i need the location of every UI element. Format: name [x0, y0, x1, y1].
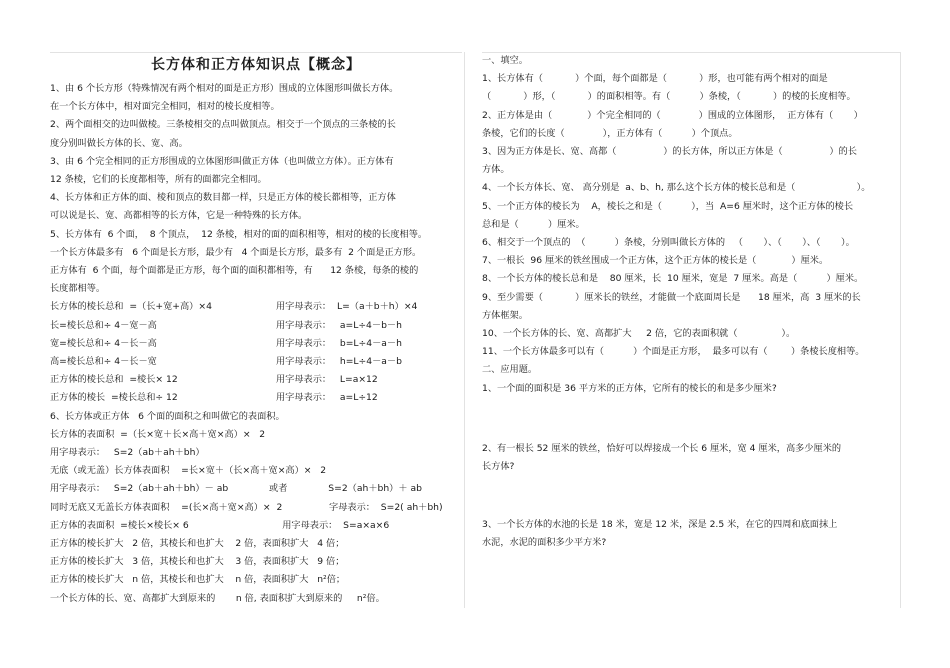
surface-area-line: 同时无底又无盖长方体表面积 =(长×高＋宽×高）× 2 字母表示： S=2( ah＋bh): [50, 501, 443, 513]
fill-question-line: 条棱，它们的长度（ ），正方体有（ ）个顶点。: [482, 127, 738, 139]
concept-paragraphs: [50, 80, 462, 298]
formula-text: 高=棱长总和÷ 4－长－宽: [50, 356, 157, 367]
section-application-heading: 二、应用题。: [482, 364, 538, 376]
question-3-line-1: 3、一个长方体的水池的长是 18 米，宽是 12 米，深是 2.5 米，在它的四周和底面抹上: [482, 519, 838, 531]
surface-area-line: 6、长方体或正方体 6 个面的面积之和叫做它的表面积。: [50, 410, 285, 422]
surface-area-line: 长方体的表面积 =（长×宽＋长×高＋宽×高）× 2: [50, 428, 266, 440]
fill-question-line: 方体框架。: [482, 309, 528, 321]
formula-row: [50, 317, 462, 335]
formula-letter-form: 用字母表示： a=L÷12: [276, 392, 378, 404]
section-fill-heading: 一、填空。: [482, 55, 528, 66]
answer-space-1: [482, 398, 902, 440]
concept-line: 3、由 6 个完全相同的正方形围成的立体图形叫做正方体（也叫做立方体）。正方体有: [50, 155, 394, 167]
surface-area-line: 正方体的棱长扩大 n 倍，其棱长和也扩大 n 倍，表面积扩大 n²倍；: [50, 574, 346, 586]
concept-line: 在一个长方体中，相对面完全相同，相对的棱长度相等。: [50, 101, 280, 113]
concept-line: 正方体有 6 个面，每个面都是正方形，每个面的面积都相等，有 12 条棱，每条的棱的: [50, 265, 419, 277]
formula-row: [50, 371, 462, 389]
fill-question-line: 6、相交于一个顶点的 （ ）条棱，分别叫做长方体的 （ ）、（ ）、（ ）。: [482, 237, 855, 249]
surface-area-line: 一个长方体的长、宽、高都扩大到原来的 n 倍, 表面积扩大到原来的 n²倍。: [50, 592, 385, 604]
fill-question-line: 8、一个长方体的棱长总和是 80 厘米，长 10 厘米，宽是 7 厘米。高是（ ）厘米。: [482, 273, 864, 285]
formula-text: 正方体的棱长 =棱长总和÷ 12: [50, 392, 178, 404]
knowledge-column: [50, 52, 462, 608]
concept-line: 度分别叫做长方体的长、宽、高。: [50, 137, 188, 149]
formula-text: 正方体的棱长总和 =棱长× 12: [50, 374, 178, 386]
question-1: 1、一个面的面积是 36 平方米的正方体，它所有的棱长的和是多少厘米?: [482, 382, 777, 394]
concept-line: 长度都相等。: [50, 283, 106, 295]
formula-table: [50, 298, 462, 407]
page-title: 长方体和正方体知识点【概念】: [151, 57, 361, 73]
fill-question-line: 总和是（ ）厘米。: [482, 218, 585, 230]
fill-question-line: 5、一个正方体的棱长为 A，棱长之和是（ ），当 A=6 厘米时，这个正方体的棱长: [482, 200, 854, 212]
fill-question-line: 3、因为正方体是长、宽、高都（ ）的长方体，所以正方体是（ ）的长: [482, 146, 857, 158]
surface-area-line: 正方体的棱长扩大 2 倍，其棱长和也扩大 2 倍，表面积扩大 4 倍；: [50, 537, 345, 549]
formula-text: 长方体的棱长总和 =（长+宽+高）×4: [50, 301, 212, 313]
concept-line: 2、两个面相交的边叫做棱。三条棱相交的点叫做顶点。相交于一个顶点的三条棱的长: [50, 119, 396, 131]
question-2-line-1: 2、有一根长 52 厘米的铁丝，恰好可以焊接成一个长 6 厘米，宽 4 厘米，高多少厘米的: [482, 442, 842, 454]
fill-question-line: 4、一个长方体长、宽、 高分别是 a、b、h, 那么这个长方体的棱长总和是（ ）。: [482, 182, 871, 194]
fill-question-line: 10、一个长方体的长、宽、高都扩大 2 倍，它的表面积就（ ）。: [482, 328, 796, 340]
surface-area-line: 用字母表示： S=2（ab＋ah＋bh）: [50, 446, 205, 458]
formula-row: [50, 298, 462, 316]
surface-area-line: 用字母表示： S=2（ab＋ah＋bh）－ ab 或者 S=2（ah＋bh）＋ ab: [50, 483, 422, 495]
surface-area-line: 正方体的表面积 =棱长×棱长× 6 用字母表示： S=a×a×6: [50, 519, 390, 531]
fill-question-line: 1、长方体有（ ）个面，每个面都是（ ）形，也可能有两个相对的面是: [482, 73, 828, 85]
fill-in-questions: [482, 70, 902, 361]
concept-line: 1、由 6 个长方形（特殊情况有两个相对的面是正方形）围成的立体图形叫做长方体。: [50, 83, 399, 94]
formula-letter-form: 用字母表示： L=（a＋b＋h）×4: [276, 301, 418, 313]
column-divider: [464, 52, 465, 608]
concept-line: 12 条棱，它们的长度都相等，所有的面都完全相同。: [50, 174, 267, 186]
question-2-line-2: 长方体?: [482, 461, 515, 473]
formula-letter-form: 用字母表示： L=a×12: [276, 374, 378, 386]
fill-question-line: 7、一根长 96 厘米的铁丝围成一个正方体，这个正方体的棱长是（ ）厘米。: [482, 255, 829, 267]
surface-area-paragraphs: [50, 408, 462, 608]
concept-line: 4、长方体和正方体的面、棱和顶点的数目都一样，只是正方体的棱长都相等，正方体: [50, 192, 396, 204]
fill-question-line: 2、正方体是由（ ）个完全相同的（ ）围成的立体图形， 正方体有（ ）: [482, 109, 863, 121]
formula-letter-form: 用字母表示： h=L÷4－a－b: [276, 356, 402, 367]
formula-row: [50, 389, 462, 407]
surface-area-line: 正方体的棱长扩大 3 倍，其棱长和也扩大 3 倍，表面积扩大 9 倍；: [50, 556, 345, 568]
formula-row: [50, 353, 462, 371]
exercise-column: [482, 52, 902, 553]
formula-text: 宽=棱长总和÷ 4－长－高: [50, 337, 157, 349]
surface-area-line: 无底（或无盖）长方体表面积 =长×宽＋（长×高＋宽×高）× 2: [50, 465, 327, 477]
fill-question-line: 11、一个长方体最多可以有（ ）个面是正方形， 最多可以有（ ）条棱长度相等。: [482, 346, 865, 358]
question-3-line-2: 水泥，水泥的面积多少平方米?: [482, 537, 607, 549]
fill-question-line: 方体。: [482, 164, 510, 176]
fill-question-line: （ ）形，（ ）的面积相等。有（ ）条棱，（ ）的棱的长度相等。: [482, 91, 856, 103]
answer-space-2: [482, 476, 902, 516]
formula-letter-form: 用字母表示： a=L÷4－b－h: [276, 319, 402, 331]
concept-line: 可以说是长、宽、高都相等的长方体，它是一种特殊的长方体。: [50, 210, 308, 222]
concept-line: 5、长方体有 6 个面， 8 个顶点， 12 条棱，相对的面的面积相等，相对的棱的长度相等。: [50, 228, 428, 240]
concept-line: 一个长方体最多有 6 个面是长方形，最少有 4 个面是长方形，最多有 2 个面是正方形。: [50, 246, 422, 258]
formula-letter-form: 用字母表示： b=L÷4－a－h: [276, 337, 402, 349]
fill-question-line: 9、至少需要（ ）厘米长的铁丝，才能做一个底面周长是 18 厘米，高 3 厘米的长: [482, 291, 861, 303]
formula-text: 长=棱长总和÷ 4－宽－高: [50, 319, 157, 331]
formula-row: [50, 335, 462, 353]
